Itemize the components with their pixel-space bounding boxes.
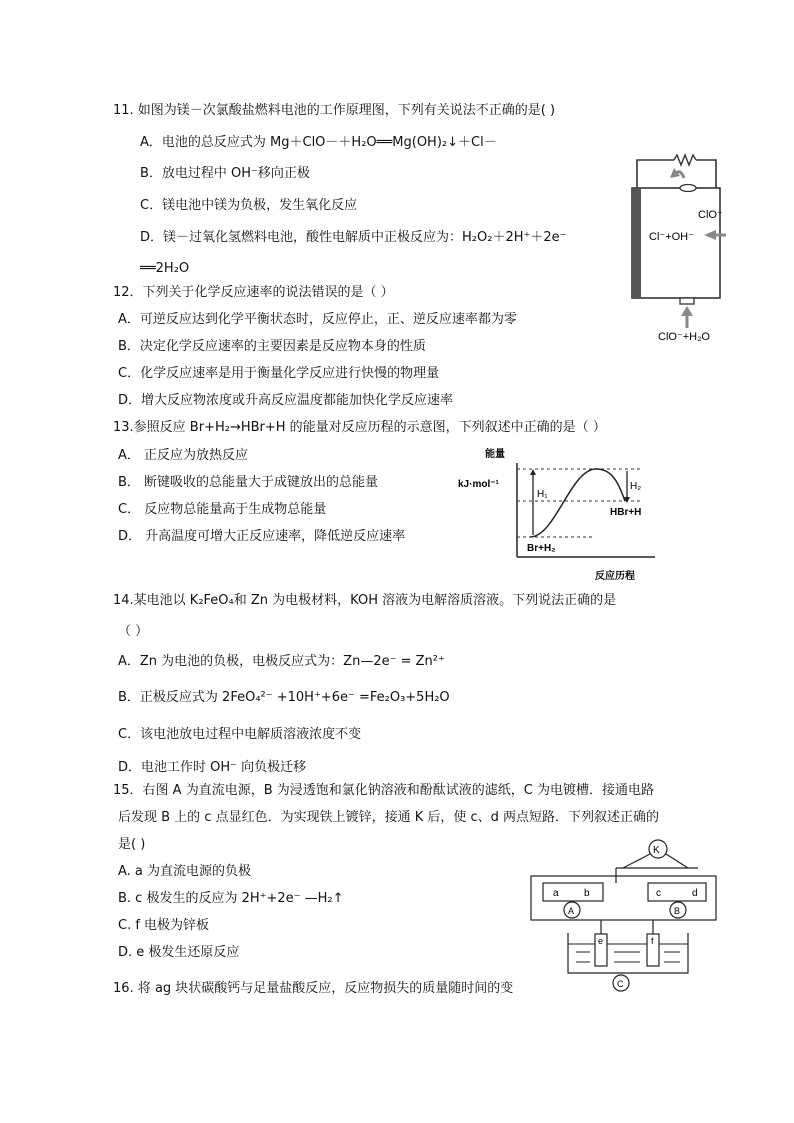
q11-label-cl-oh: Cl⁻+OH⁻	[649, 231, 694, 243]
q15-label-f: f	[651, 936, 654, 946]
q14-option-a: A．Zn 为电池的负极，电极反应式为：Zn—2e⁻ = Zn²⁺	[118, 654, 445, 669]
q15-label-e: e	[598, 936, 604, 946]
q13-option-d: D． 升高温度可增大正反应速率，降低逆反应速率	[118, 529, 406, 544]
q11-option-c: C．镁电池中镁为负极，发生氧化反应	[140, 198, 358, 213]
q13-energy-diagram	[455, 445, 660, 585]
q15-stem-line-1: 15．右图 A 为直流电源，B 为浸透饱和氯化钠溶液和酚酞试液的滤纸，C 为电镀槽．接通电路	[113, 783, 654, 798]
q13-option-b: B． 断键吸收的总能量大于成键放出的总能量	[118, 475, 379, 490]
q14-option-d: D．电池工作时 OH⁻ 向负极迁移	[118, 760, 307, 775]
q15-label-k: K	[653, 845, 660, 856]
q13-label-h1: H₁	[537, 489, 548, 500]
q13-stem: 13.参照反应 Br+H₂→HBr+H 的能量对反应历程的示意图，下列叙述中正确的是（ ）	[113, 420, 606, 435]
q15-label-C: C	[617, 979, 624, 989]
q15-stem-line-2: 后发现 B 上的 c 点显红色．为实现铁上镀锌，接通 K 后，使 c、d 两点短路．下列叙述正确的	[118, 810, 660, 825]
q15-label-B: B	[674, 906, 681, 916]
q14-option-b: B．正极反应式为 2FeO₄²⁻ +10H⁺+6e⁻ =Fe₂O₃+5H₂O	[118, 690, 450, 705]
q11-label-bottom: ClO⁻+H₂O	[658, 331, 710, 343]
q13-label-product: HBr+H	[610, 507, 642, 518]
q15-label-b: b	[584, 888, 590, 899]
q13-ylabel-2: kJ·mol⁻¹	[458, 479, 499, 490]
q13-option-a: A． 正反应为放热反应	[118, 448, 249, 463]
q13-ylabel-1: 能量	[485, 449, 505, 460]
q12-option-c: C．化学反应速率是用于衡量化学反应进行快慢的物理量	[118, 366, 440, 381]
q11-label-clo: ClO⁻	[698, 209, 723, 221]
q11-option-b: B．放电过程中 OH⁻移向正极	[140, 166, 310, 181]
q12-option-a: A．可逆反应达到化学平衡状态时，反应停止，正、逆反应速率都为零	[118, 312, 517, 327]
q15-label-d: d	[692, 888, 698, 899]
q15-label-c: c	[656, 888, 661, 899]
q11-option-d: D．镁－过氧化氢燃料电池，酸性电解质中正极反应为：H₂O₂＋2H⁺＋2e⁻	[140, 230, 567, 245]
q12-option-d: D．增大反应物浓度或升高反应温度都能加快化学反应速率	[118, 393, 454, 408]
q11-option-a: A．电池的总反应式为 Mg＋ClO－＋H₂O══Mg(OH)₂↓＋Cl－	[140, 135, 497, 150]
q15-option-c: C. f 电极为锌板	[118, 918, 210, 933]
q13-label-h2: H₂	[630, 481, 642, 492]
q15-label-A: A	[568, 906, 575, 916]
q15-label-a: a	[553, 888, 559, 899]
q11-stem: 11. 如图为镁－次氯酸盐燃料电池的工作原理图，下列有关说法不正确的是( )	[113, 103, 556, 118]
q12-stem: 12．下列关于化学反应速率的说法错误的是（ ）	[113, 285, 394, 300]
q15-stem-line-3: 是( )	[118, 837, 146, 852]
q15-option-b: B. c 极发生的反应为 2H⁺+2e⁻ —H₂↑	[118, 891, 344, 906]
q13-label-reactant: Br+H₂	[527, 543, 556, 554]
q15-option-d: D. e 极发生还原反应	[118, 945, 240, 960]
q14-option-c: C．该电池放电过程中电解质溶液浓度不变	[118, 727, 362, 742]
q11-fuel-cell-diagram	[622, 150, 732, 345]
q16-stem: 16. 将 ag 块状碳酸钙与足量盐酸反应，反应物损失的质量随时间的变	[113, 981, 514, 996]
q15-circuit-diagram	[528, 838, 723, 996]
q15-option-a: A. a 为直流电源的负极	[118, 864, 252, 879]
q14-stem: 14.某电池以 K₂FeO₄和 Zn 为电极材料，KOH 溶液为电解溶质溶液。下列说法正确的是	[113, 593, 617, 608]
q12-option-b: B．决定化学反应速率的主要因素是反应物本身的性质	[118, 339, 426, 354]
q14-stem-continued: （ ）	[118, 624, 149, 639]
q13-xlabel: 反应历程	[595, 571, 635, 582]
q11-option-d-continued: ══2H₂O	[140, 261, 190, 276]
q13-option-c: C． 反应物总能量高于生成物总能量	[118, 502, 327, 517]
